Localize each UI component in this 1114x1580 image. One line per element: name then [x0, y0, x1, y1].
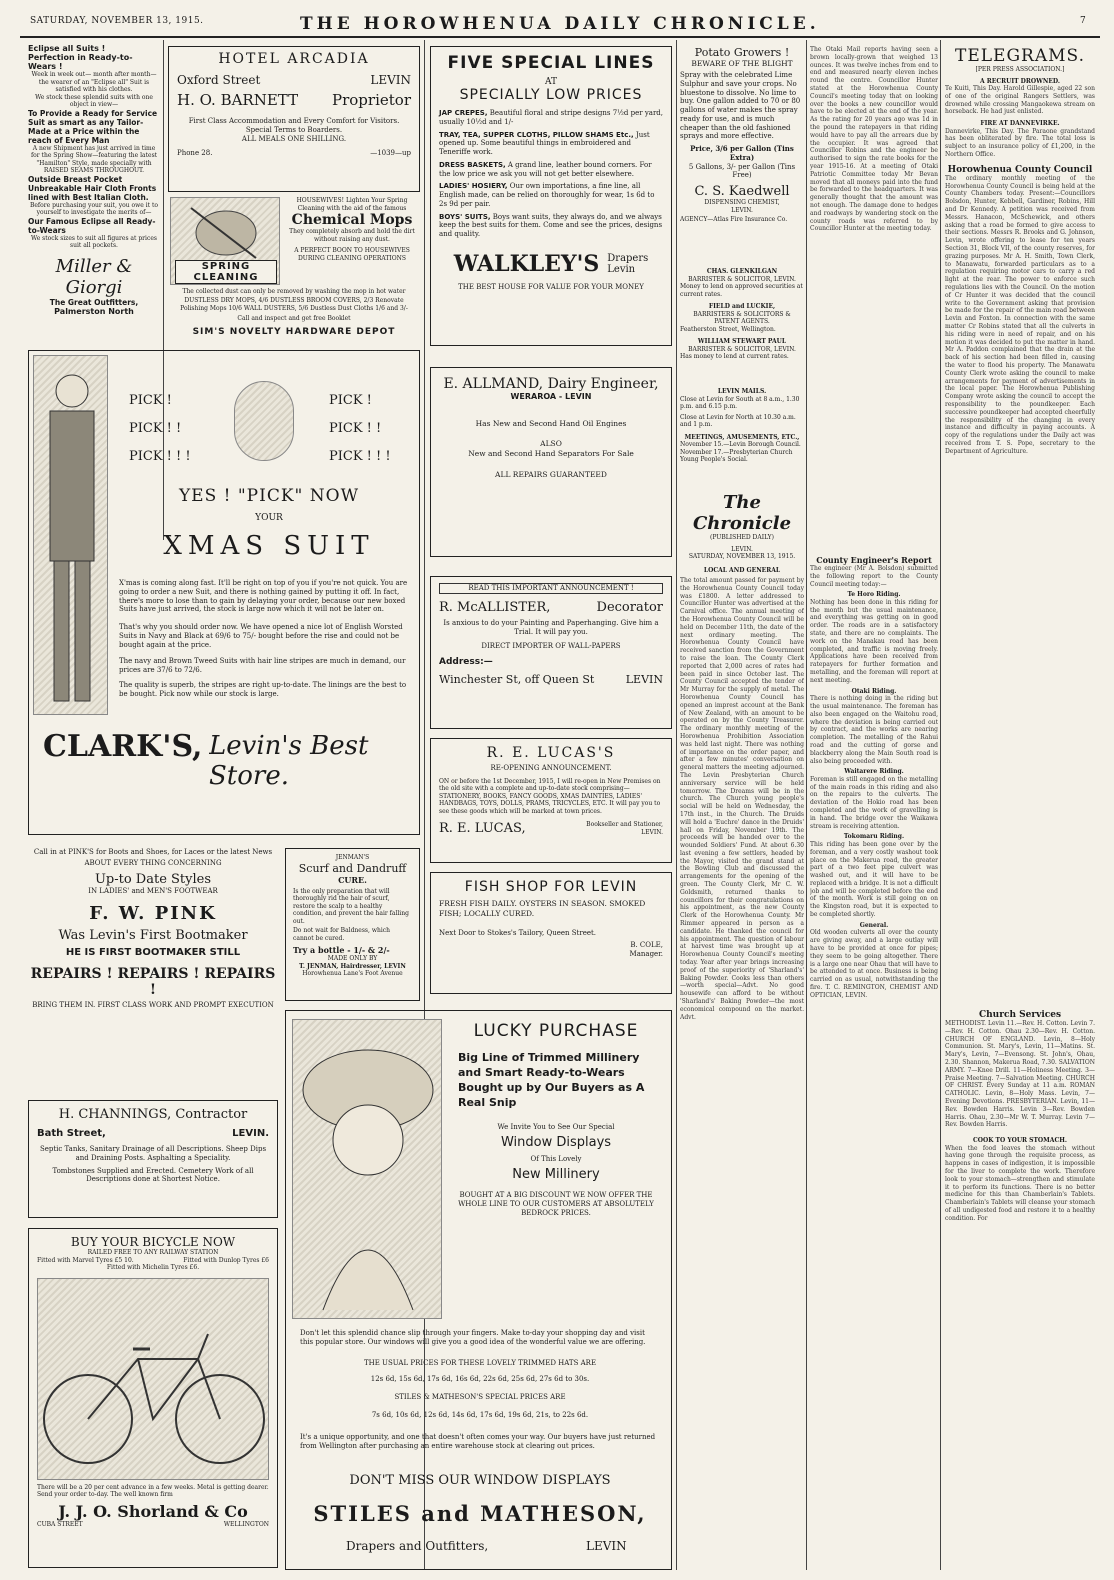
jenman-maker: T. JENMAN, Hairdresser, LEVIN	[299, 962, 406, 970]
clark-text: The navy and Brown Tweed Suits with hair line stripes are much in demand, our prices are 37/6 to 72/6.	[119, 657, 406, 674]
mcallister-address-label: Address:—	[439, 657, 493, 667]
jenman-head: JENMAN'S	[335, 854, 370, 861]
hotel-owner: H. O. BARNETT	[177, 91, 299, 109]
telegram-headline: FIRE AT DANNEVIRKE.	[980, 120, 1060, 128]
hotel-phone: Phone 28.	[177, 149, 213, 158]
channings-street: Bath Street,	[37, 1128, 106, 1139]
fish-manager-name: B. COLE,	[630, 941, 663, 950]
pick-right-2: PICK ! !	[329, 421, 382, 436]
column-rule	[806, 40, 807, 1570]
lucas-role: Bookseller and Stationer, LEVIN.	[586, 821, 663, 836]
walkley-footer: THE BEST HOUSE FOR VALUE FOR YOUR MONEY	[458, 282, 644, 291]
meetings-body: November 15.—Levin Borough Council. November 17.—Presbyterian Church Young People's Social.	[680, 441, 801, 463]
lucky-window: Window Displays	[500, 1135, 612, 1150]
pink-bring: BRING THEM IN. FIRST CLASS WORK AND PROMPT EXECUTION	[32, 1001, 274, 1010]
walkley-at: AT	[544, 77, 557, 87]
chronicle-published: (PUBLISHED DAILY)	[710, 534, 774, 541]
lucas-name: R. E. LUCAS,	[439, 821, 526, 837]
man-in-suit-illustration	[33, 355, 108, 715]
card-name: FIELD and LUCKIE,	[708, 303, 776, 310]
potato-price-bulk: 5 Gallons, 3/- per Gallon (Tins Free)	[688, 162, 796, 180]
church-body: METHODIST. Levin 11.—Rev. H. Cotton. Levin 7.—Rev. H. Cotton. Ohau 2.30—Rev. H. Cotton. CHURCH OF ENGLAND. Levin, 8—Holy Communion. St. Mary's, Levin, 11—Matins. St. Mary's, Levin, 7—Evensong. St. John's, Ohau, 2.30. Shannon, Makerua Road, 7.30. SALVATION ARMY. 7—Knee Drill. 11—Holiness Meeting. 3—Praise Meeting. 7—Salvation Meeting. CHURCH OF CHRIST. Every Sunday at 11 a.m. ROMAN CATHOLIC. Levin, 8—Holy Mass. Levin, 7—Evening Devotions. PRESBYTERIAN. Levin, 11—Rev. Bowden Harris. Levin 3—Rev. Bowden Harris. Ohau, 2.30—Mr W. T. Murray. Levin 7—Rev. Bowden Harris.	[945, 1020, 1095, 1129]
walkley-item-text: Our own importations, a fine line, all English made, can be relied on thoroughly for wear, 1s 6d to 2s 9d per pair.	[439, 182, 655, 208]
channings-ad	[28, 1100, 278, 1218]
stomach-body: When the food leaves the stomach without having gone through the requisite process, as happens in cases of indigestion, it is impossible for the liver to complete the work. Therefore look to your stomach—strengthen and stimulate it to perform its functions. There is no better medicine for this than Chamberlain's Tablets. Chamberlain's Tablets will cleanse your stomach of all undigested food and restore it to a healthy condition. For	[945, 1144, 1095, 1222]
lucky-chance: Don't let this splendid chance slip through your fingers. Make to-day your shopping day and visit this popular store. Our windows will give you a good idea of the wonderful value we are offering.	[300, 1329, 646, 1346]
stomach-headline: COOK TO YOUR STOMACH.	[973, 1137, 1067, 1145]
lucky-title: LUCKY PURCHASE	[473, 1021, 639, 1041]
mops-title: Chemical Mops	[291, 212, 413, 228]
mcallister-importer: DIRECT IMPORTER OF WALL-PAPERS	[481, 642, 621, 651]
report-title: County Engineer's Report	[816, 555, 932, 565]
hotel-arcadia-ad	[168, 46, 420, 192]
miller-town: Palmerston North	[54, 306, 134, 316]
stiles-matheson-town: LEVIN	[586, 1539, 627, 1553]
mcallister-street: Winchester St, off Queen St	[439, 673, 595, 686]
report-body: Nothing has been done in this riding for the month but the usual maintenance, and everything was getting on in good order. The roads are in a satisfactory state, and there are no complaints. The work on the Manakau road has been completed, and traffic is moving freely. Applications have been received from ratepayers for further formation and metalling, and the foreman will report at next meeting.	[810, 598, 938, 684]
lucas-body: ON or before the 1st December, 1915, I will re-open in New Premises on the old site with a complete and up-to-date stock comprising—STATIONERY, BOOKS, FANCY GOODS, XMAS DAINTIES, LADIES' HANDBAGS, TOYS, DOLLS, PRAMS, TRICYCLES, ETC. It will pay you to see these goods which will be marked at town prices.	[439, 777, 661, 815]
walkley-low: SPECIALLY LOW PRICES	[459, 87, 643, 103]
mails-south: Close at Levin for South at 8 a.m., 1.30 p.m. and 6.15 p.m.	[680, 395, 800, 410]
issue-date: SATURDAY, NOVEMBER 13, 1915.	[30, 16, 204, 26]
shorland-name: J. J. O. Shorland & Co	[58, 1501, 248, 1521]
bag-illustration	[234, 381, 294, 461]
hotel-town: LEVIN	[370, 73, 411, 87]
mop-illustration	[170, 197, 280, 285]
clarks-ad	[28, 350, 420, 835]
telegram-body: Dannevirke, This Day. The Paraone grandstand has been obliterated by fire. The total loss is subject to an insurance policy of £1,200, in the Northern Office.	[945, 127, 1095, 159]
bicycle-note: There will be a 20 per cent advance in a few weeks. Metal is getting dearer. Send your order to-day. The well known firm	[37, 1483, 269, 1498]
lucky-special-prices: STILES & MATHESON'S SPECIAL PRICES ARE	[394, 1393, 566, 1401]
miller-text: Week in week out— month after month—the wearer of an "Eclipse all" Suit is satisfied with his clothes.	[31, 71, 157, 93]
lucas-title: R. E. LUCAS'S	[486, 745, 616, 761]
report-body: Old wooden culverts all over the county are giving away, and a large outlay will have to be provided at once for pipes; they seem to be going altogether. There is a large one near Ohau that will have to be attended to at once. Business is being carried on as usual, notwithstanding the fire. T. C. REMINGTON, CHEMIST AND OPTICIAN, LEVIN.	[810, 929, 938, 999]
fish-manager-role: Manager.	[629, 950, 663, 958]
walkley-title: FIVE SPECIAL LINES	[447, 53, 655, 73]
card-paul	[680, 338, 804, 361]
potato-sub: BEWARE OF THE BLIGHT	[691, 59, 793, 68]
pick-left-1: PICK !	[129, 393, 172, 408]
church-title: Church Services	[978, 1010, 1062, 1020]
lucas-sub: RE-OPENING ANNOUNCEMENT.	[490, 764, 612, 772]
shorland-town: WELLINGTON	[223, 1520, 269, 1528]
jenman-body: Is the only preparation that will thoroughly rid the hair of scurf, restore the scalp to a healthy condition, and prevent the hair falling out.	[293, 887, 409, 925]
lucky-millinery: New Millinery	[512, 1167, 600, 1182]
hotel-street: Oxford Street	[177, 73, 261, 87]
kaedwell-town: LEVIN.	[731, 206, 753, 214]
lucky-invite: We Invite You to See Our Special	[497, 1123, 615, 1131]
column-rule	[676, 40, 677, 1570]
mops-prices: DUSTLESS DRY MOPS, 4/6 DUSTLESS BROOM COVERS, 2/3 Renovate Polishing Mops 10/6 WALL DUSTERS, 5/6 Dustless Dust Cloths 1/6 and 3/-	[180, 297, 408, 312]
jenman-sub: Horowhenua Lane's Foot Avenue	[302, 970, 403, 977]
hotel-title: HOTEL ARCADIA	[218, 51, 370, 67]
clark-yes-pick: YES ! "PICK" NOW	[178, 486, 360, 506]
council-headline: Horowhenua County Council	[947, 164, 1093, 175]
bicycle-illustration	[37, 1278, 269, 1480]
kaedwell-role: DISPENSING CHEMIST,	[704, 199, 780, 206]
telegrams-column	[945, 46, 1095, 1006]
walkley-item-text: A grand line, leather bound corners. For the low price we ask you will not get better elsewhere.	[439, 160, 652, 178]
fish-text: FRESH FISH DAILY. OYSTERS IN SEASON. SMOKED FISH; LOCALLY CURED.	[439, 899, 646, 918]
report-body: Foreman is still engaged on the metalling of the main roads in this riding and also on the repairs to the culverts. The deviation of the Hokio road has been completed and the work of gravelling is in hand. The bridge over the Waikawa stream is receiving attention.	[810, 775, 938, 830]
pick-left-3: PICK ! ! !	[129, 449, 191, 464]
bicycle-marvel: Fitted with Marvel Tyres £5 10.	[37, 1256, 134, 1264]
council-body: The ordinary monthly meeting of the Horowhenua County Council is being held at the County Chambers today. Present:—Councillors Bolsdon, Hunter, Kebbell, Gardiner, Robins, Hill and Dr Kennedy. A petition was received from Messrs. Hanacon, McSchewick, and others asking that a road be formed to give access to their sections. Messrs R. Brooks and G. Johnson, Levin, wrote offering to lease for ten years Section 31, Block VII, of the county reserves, for grazing purposes. Mr A. H. Smith, Town Clerk, to Manawatu, forwarded particulars as to a regulation requiring motor cars to carry a red light at the rear. The power to enforce such regulations lies with the Council. On the motion of Cr Hunter it was decided that the council write to the Government asking that provision be made for the repair of the main road between Levin and Foxton. In connection with the same matter Cr Robins stated that all the culverts in his riding were in need of repair, and on his motion it was decided to put the matter in hand. Mr A. Paddon complained that the drain at the back of his section had been filled in, causing the water to flood his property. The Manawatu County Clerk wrote asking the council to make arrangements for payment of advertisements in the local paper. The Horowhenua Publishing Company wrote asking the council to accept the responsibility to the poundkeeper. Each successive poundkeeper had accepted cheerfully the responsibility of the changing in every instance and difficulty in paying accounts. A copy of the regulations under the Daily act was received from T. S. Pope, secretary to the Department of Agriculture.	[945, 174, 1095, 455]
chronicle-town: LEVIN.	[731, 545, 753, 553]
allmand-also: ALSO	[540, 438, 562, 448]
pink-still: HE IS FIRST BOOTMAKER STILL	[65, 947, 241, 959]
jenman-title: Scurf and Dandruff	[298, 861, 407, 875]
allmand-engines: Has New and Second Hand Oil Engines	[475, 419, 627, 428]
fish-address: Next Door to Stokes's Tailory, Queen Street.	[439, 928, 597, 937]
lady-in-hat-illustration	[292, 1019, 442, 1319]
clarks-tag: Levin's Best Store.	[209, 731, 369, 791]
bicycle-dunlop: Fitted with Dunlop Tyres £6	[183, 1256, 269, 1264]
card-line: BARRISTERS & SOLICITORS & PATENT AGENTS.	[693, 310, 791, 325]
miller-text: We stock sizes to suit all figures at prices suit all pockets.	[31, 234, 157, 249]
walkley-item-head: DRESS BASKETS,	[439, 160, 506, 169]
telegrams-title: TELEGRAMS.	[955, 46, 1085, 66]
telegram-body: Te Kuiti, This Day. Harold Gillespie, aged 22 son of one of the original Rangers Settlers, was drowned while crossing Mangaokewa stream on horseback. He had just enlisted.	[945, 85, 1095, 116]
chronicle-masthead: The Chronicle	[692, 492, 792, 534]
header-rule	[20, 36, 1100, 38]
lucky-unique: It's a unique opportunity, and one that doesn't often comes your way. Our buyers have just returned from Wellington after purchasing an entire warehouse stock at clearing out prices.	[300, 1433, 656, 1450]
card-field-luckie	[680, 303, 804, 333]
clark-text: X'mas is coming along fast. It'll be right on top of you if you're not quick. You are going to order a new Suit, and there is nothing gained by putting it off. In fact, there's more to lose than to gain by delaying your order, because our new boxed Suits have just arrived, the stock is large now which it will not be later on.	[119, 579, 408, 614]
mops-footer: The collected dust can only be removed by washing the mop in hot water	[182, 288, 406, 295]
miller-feature: To Provide a Ready for Service Suit as smart as any Tailor-Made at a Price within the reach of Every Man	[28, 108, 158, 145]
kaedwell-name: C. S. Kaedwell	[694, 184, 790, 199]
column-rule	[940, 40, 941, 1570]
jenman-ad	[285, 848, 420, 1001]
lucky-usual-list: 12s 6d, 15s 6d, 17s 6d, 16s 6d, 22s 6d, 25s 6d, 27s 6d to 30s.	[370, 1375, 590, 1383]
miller-sub: The Great Outfitters,	[49, 297, 139, 307]
mails-meetings	[680, 388, 804, 488]
card-name: WILLIAM STEWART PAUL	[697, 338, 787, 345]
clark-your: YOUR	[255, 513, 283, 523]
allmand-ad	[430, 367, 672, 557]
church-services	[945, 1010, 1095, 1570]
chronicle-date: SATURDAY, NOVEMBER 13, 1915.	[688, 553, 796, 560]
card-note: Featherston Street, Wellington.	[680, 325, 776, 333]
report-body: There is nothing doing in the riding but the usual maintenance. The foreman has also been engaged on the Waitohu road, where the deviation is being carried out by contract, and the works are nearing completion. The metalling of the Rahui road and the cutting of gorse and blackberry along the Main South road is also being proceeded with.	[810, 695, 938, 765]
pick-right-1: PICK !	[329, 393, 372, 408]
mops-text: HOUSEWIVES! Lighten Your Spring Cleaning with the aid of the famous	[296, 197, 408, 212]
miller-text: We stock these splendid suits with one object in view—	[35, 93, 153, 108]
lucas-ad	[430, 738, 672, 863]
card-name: CHAS. GLENKILGAN	[706, 268, 778, 275]
walkley-item-head: LADIES' HOSIERY,	[439, 182, 508, 191]
walkley-item-text: Boys want suits, they always do, and we always keep the best suits for them. Come and see the prices, designs and quality.	[439, 212, 663, 238]
mcallister-name: R. McALLISTER,	[439, 599, 551, 615]
report-subhead: Tokomaru Riding.	[843, 833, 905, 841]
news-column-upper	[810, 46, 938, 551]
bicycle-sub: RAILED FREE TO ANY RAILWAY STATION	[87, 1249, 219, 1256]
lucky-usual-prices: THE USUAL PRICES FOR THESE LOVELY TRIMMED HATS ARE	[363, 1359, 597, 1367]
allmand-separators: New and Second Hand Separators For Sale	[468, 448, 634, 458]
mcallister-role: Decorator	[596, 599, 663, 615]
mcallister-town: LEVIN	[625, 673, 663, 686]
miller-name: Miller & Giorgi	[55, 255, 133, 298]
report-subhead: Waitarere Riding.	[844, 768, 904, 776]
stiles-matheson-name: STILES and MATHESON,	[313, 1501, 647, 1526]
report-intro: The engineer (Mr A. Bolsdon) submitted the following report to the County Council meeting today:—	[810, 565, 938, 588]
pink-first: Was Levin's First Bootmaker	[58, 928, 248, 944]
card-note: Has money to lend at current rates.	[680, 353, 789, 360]
walkleys-ad	[430, 46, 672, 346]
clarks-name: CLARK'S,	[43, 729, 203, 764]
pink-name: F. W. PINK	[89, 903, 217, 925]
jenman-note: Do not wait for Baldness, which cannot be cured.	[293, 927, 390, 942]
mails-title: LEVIN MAILS.	[717, 388, 767, 395]
pink-styles: Up-to Date Styles	[94, 871, 212, 887]
local-general-column	[680, 492, 804, 1572]
walkley-item-head: JAP CREPES,	[439, 109, 488, 117]
telegrams-sub: [PER PRESS ASSOCIATION.]	[975, 66, 1065, 73]
pink-footwear: IN LADIES' and MEN'S FOOTWEAR	[88, 886, 218, 895]
professional-cards	[680, 268, 804, 386]
clark-text: The quality is superb, the stripes are right up-to-date. The linings are the best to be bought. Pick now while our stock is large.	[119, 681, 407, 698]
chemical-mops-ad	[168, 195, 420, 343]
walkley-item-text: Beautiful floral and stripe designs 7½d per yard, usually 10½d and 1/-	[439, 109, 664, 126]
bicycle-drawing	[38, 1279, 268, 1479]
pink-repairs: REPAIRS ! REPAIRS ! REPAIRS !	[30, 966, 276, 999]
spring-cleaning-banner: SPRING CLEANING	[175, 260, 277, 284]
lucky-headline: Big Line of Trimmed Millinery and Smart Ready-to-Wears Bought up by Our Buyers as A Real Snip	[458, 1051, 645, 1109]
telegram-headline: A RECRUIT DROWNED.	[980, 77, 1060, 85]
fish-title: FISH SHOP FOR LEVIN	[464, 879, 638, 895]
local-general-body: The total amount passed for payment by the Horowhenua County Council today was £1800. A letter addressed to Councillor Hunter was advertised at the Carnival office. The annual meeting of the Horowhenua County Council will be held on December 11th, the date of the next ordinary meeting. The Horowhenua County Council have received sanction from the Government to raise the loan. The County Clerk reported that 2,000 acres of rates had been paid in since October last. The County Council accepted the tender of Mr Murray for the supply of metal. The Horowhenua County Council has opened an imprest account at the Bank of New Zealand, with an amount to be operated on by the County Treasurer. The ordinary monthly meeting of the Horowhenua Prohibition Association was held last night. There was nothing of importance on the order paper, and after a few minutes' conversation on general matters the meeting adjourned. The Levin Presbyterian Church anniversary service will be held tomorrow. The Dreams will be in the church. The Church young people's social will be held on Wednesday, the 17th inst., in the Church. The Druids will hold a 'Euchre' dance in the Druids' hall on Friday, November 19th. The proceeds will be handed over to the wounded Soldiers' Fund. At about 6.30 last evening a few settlers, headed by the Mayor, visited the grand stand at the Bowling Club and discussed the arrangements for the opening of the green. The County Clerk, Mr C. W. Goldsmith, returned thanks to councillors for their congratulations on his appointment, as the new County Clerk of the Horowhenua County. Mr Rimmer appeared in person as a candidate. He thanked the council for his appointment. The question of labour at harvest time was brought up at Horowhenua County Council's meeting today. Year after year brings increasing proof of the superiority of 'Sharland's' Baking Powder. Cooks less than others—worth special—Advt. No good housewife can afford to be without 'Sharland's' Baking Powder—the most economical compound on the market. Advt.	[680, 577, 804, 1021]
miller-feature: Outside Breast Pocket Unbreakable Hair Cloth Fronts lined with Best Italian Cloth.	[28, 174, 157, 202]
report-subhead: General.	[859, 921, 889, 929]
hotel-ref: —1039—up	[370, 149, 411, 158]
mails-north: Close at Levin for North at 10.30 a.m. and 1 p.m.	[680, 413, 796, 428]
clark-xmas-suit: XMAS SUIT	[163, 531, 375, 561]
lucky-discount: BOUGHT AT A BIG DISCOUNT WE NOW OFFER THE WHOLE LINE TO OUR CUSTOMERS AT ABSOLUTELY BEDROCK PRICES.	[458, 1191, 654, 1217]
kaedwell-agency: AGENCY—Atlas Fire Insurance Co.	[680, 216, 788, 223]
meetings-title: MEETINGS, AMUSEMENTS, ETC.,	[684, 433, 800, 441]
walkley-name: WALKLEY'S	[453, 250, 600, 277]
bicycle-title: BUY YOUR BICYCLE NOW	[70, 1235, 236, 1249]
bicycle-michelin: Fitted with Michelin Tyres £6.	[106, 1264, 200, 1271]
shorland-bicycle-ad	[28, 1228, 278, 1568]
jenman-made: MADE ONLY BY	[327, 955, 378, 962]
potato-price: Price, 3/6 per Gallon (Tins Extra)	[690, 144, 794, 162]
report-subhead: Te Horo Riding.	[847, 591, 901, 599]
mcallister-text: Is anxious to do your Painting and Paperhanging. Give him a Trial. It will pay you.	[443, 618, 659, 636]
report-subhead: Otaki Riding.	[851, 687, 897, 695]
hotel-desc: First Class Accommodation and Every Comfort for Visitors. Special Terms to Boarders.	[188, 117, 400, 134]
potato-title: Potato Growers !	[694, 46, 790, 59]
pink-intro: Call in at PINK'S for Boots and Shoes, for Laces or the latest News	[33, 848, 273, 856]
pick-left-2: PICK ! !	[129, 421, 182, 436]
miller-giorgi-ad	[28, 44, 160, 344]
lucky-of: Of This Lovely	[530, 1155, 582, 1163]
shorland-street: CUBA STREET	[37, 1520, 83, 1528]
mops-text: They completely absorb and hold the dirt without raising any dust.	[289, 228, 415, 243]
hat-drawing	[293, 1020, 441, 1319]
potato-body: Spray with the celebrated Lime Sulphur and save your crops. No bluestone to dissolve. No lime to buy. One gallon added to 70 or 80 gallons of water makes the spray ready for use, and is much cheaper than the old fashioned sprays and more effective.	[680, 71, 801, 141]
miller-text: Before purchasing your suit, you owe it to yourself to investigate the merits of—	[29, 201, 159, 216]
walkley-item-head: BOYS' SUITS,	[439, 212, 491, 221]
mops-text: A PERFECT BOON TO HOUSEWIVES DURING CLEANING OPERATIONS	[294, 247, 410, 262]
walkley-item-text: Just opened up. Some beautiful things in embroidered and Teneriffe work.	[439, 130, 650, 156]
stiles-matheson-ad	[285, 1010, 672, 1570]
jenman-try: Try a bottle - 1/- & 2/-	[293, 945, 390, 955]
card-glenkilgan	[680, 268, 804, 298]
engineer-report	[810, 555, 938, 1570]
jenman-cure: CURE.	[338, 874, 367, 885]
allmand-sub: WERAROA - LEVIN	[510, 392, 592, 401]
local-general-heading: LOCAL AND GENERAL	[703, 566, 781, 574]
suit-figure	[34, 356, 107, 715]
walkley-item-head: TRAY, TEA, SUPPER CLOTHS, PILLOW SHAMS Etc.,	[439, 130, 634, 139]
mops-booklet: Call and inspect and get free Booklet	[237, 315, 351, 322]
fish-shop-ad	[430, 872, 672, 994]
allmand-repairs: ALL REPAIRS GUARANTEED	[495, 470, 607, 480]
card-line: BARRISTER & SOLICITOR, LEVIN.	[688, 345, 796, 353]
lucky-dont-miss: DON'T MISS OUR WINDOW DISPLAYS	[349, 1473, 611, 1488]
channings-tombstones: Tombstones Supplied and Erected. Cemetery Work of all Descriptions done at Shortest Notice.	[52, 1166, 254, 1184]
allmand-title: E. ALLMAND, Dairy Engineer,	[443, 376, 659, 392]
miller-headline: Eclipse all Suits !	[28, 44, 106, 53]
newspaper-title: THE HOROWHENUA DAILY CHRONICLE.	[300, 14, 820, 34]
pick-right-3: PICK ! ! !	[329, 449, 391, 464]
mcallister-ad	[430, 576, 672, 729]
page-number: 7	[1080, 16, 1086, 26]
pink-about: ABOUT EVERY THING CONCERNING	[84, 858, 222, 867]
stiles-matheson-sub: Drapers and Outfitters,	[346, 1539, 489, 1553]
channings-title: H. CHANNINGS, Contractor	[58, 1107, 248, 1122]
channings-services: Septic Tanks, Sanitary Drainage of all Descriptions. Sheep Dips and Draining Posts. Asphalting a Speciality.	[39, 1145, 267, 1162]
channings-town: LEVIN.	[232, 1128, 269, 1139]
walkley-town: Levin	[607, 263, 636, 275]
sims-hardware-sign: SIM'S NOVELTY HARDWARE DEPOT	[192, 327, 396, 337]
kaedwell-ad	[680, 46, 804, 266]
pink-ad	[28, 848, 278, 1093]
mcallister-head: READ THIS IMPORTANT ANNOUNCEMENT !	[439, 583, 663, 594]
card-note: Money to lend on approved securities at current rates.	[680, 283, 803, 298]
report-body: This riding has been gone over by the foreman, and a very costly washout took place on the Makerua road, the greater part of a two feet pipe culvert was washed out, and it will have to be replaced with a bridge. It is not a difficult job and will be completed before the end of the month. Work is still going on on the Kingston road, but it is expected to be completed shortly.	[810, 840, 938, 919]
hotel-meals: ALL MEALS ONE SHILLING.	[241, 134, 347, 143]
hotel-role: Proprietor	[332, 91, 411, 109]
news-body: The Otaki Mail reports having seen a brown locally-grown that weighed 13 ounces. It was twelve inches from end to end and measured nearly eleven inches round the centre. Councillor Hunter stated at the Horowhenua County Council's meeting today that on looking over the books a new councillor would have to be elected at the end of the year. As the rating for 20 years ago was 1d in the pound the ratepayers in that riding would have to pay all the arrears due by the occupier. It was agreed that Councillor Robins and the engineer be authorised to sign the rate books for the year 1915-16. At a meeting of Otaki Patriotic Committee today Mr Bevan moved that all moneys paid into the fund be forwarded to the headquarters. It was generally thought that the amount was not enough. The damage done to hedges and roadways by wandering stock on the county roads was referred to by Councillor Hunter at the meeting today.	[810, 46, 938, 233]
walkley-drapers: Drapers	[607, 252, 649, 264]
lucky-special-list: 7s 6d, 10s 6d, 12s 6d, 14s 6d, 17s 6d, 19s 6d, 21s, to 22s 6d.	[371, 1411, 589, 1419]
clark-text: That's why you should order now. We have opened a nice lot of English Worsted Suits in Navy and Black at 69/6 to 75/- bought before the rise and could not be bought again at the price.	[119, 623, 403, 649]
card-line: BARRISTER & SOLICITOR, LEVIN.	[688, 275, 796, 283]
miller-subhead: Perfection in Ready-to-Wears !	[28, 53, 133, 71]
miller-feature: Our Famous Eclipse all Ready-to-Wears	[28, 216, 156, 235]
miller-text: A new Shipment has just arrived in time for the Spring Show—featuring the latest "Hamilton" Style, made specially with RAISED SEAMS THROUGHOUT.	[30, 144, 158, 174]
